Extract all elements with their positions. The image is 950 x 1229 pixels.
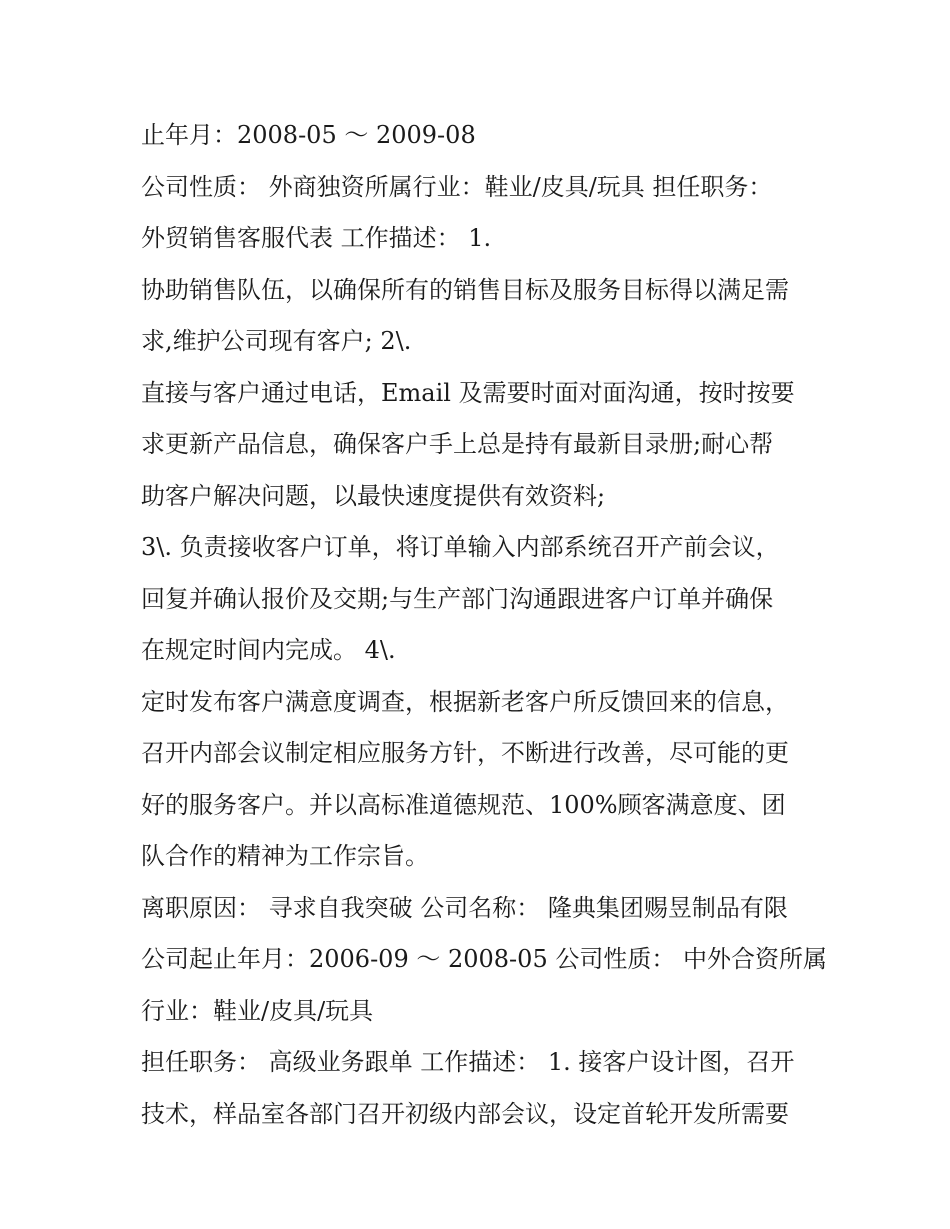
text-line: 3\. 负责接收客户订单，将订单输入内部系统召开产前会议， [141,533,780,561]
text-line: 公司起止年月：2006-09 ～ 2008-05 公司性质： 中外合资所属 [141,945,827,973]
resume-text-body [141,110,831,1140]
text-line: 离职原因： 寻求自我突破 公司名称： 隆典集团赐昱制品有限 [141,893,788,922]
text-line: 回复并确认报价及交期;与生产部门沟通跟进客户订单并确保 [141,584,774,613]
text-line: 协助销售队伍，以确保所有的销售目标及服务目标得以满足需 [141,275,789,304]
text-line: 召开内部会议制定相应服务方针，不断进行改善，尽可能的更 [141,739,789,767]
text-line: 好的服务客户。并以高标准道德规范、100%顾客满意度、团 [141,790,786,819]
text-line: 求更新产品信息，确保客户手上总是持有最新目录册;耐心帮 [141,430,774,458]
text-line: 行业：鞋业/皮具/玩具 [141,996,374,1025]
text-line: 求,维护公司现有客户; 2\. [141,327,412,355]
text-line: 担任职务： 高级业务跟单 工作描述： 1. 接客户设计图，召开 [141,1048,795,1076]
text-line: 直接与客户通过电话，Email 及需要时面对面沟通，按时按要 [141,378,795,407]
text-line: 队合作的精神为工作宗旨。 [141,842,429,870]
text-line: 技术，样品室各部门召开初级内部会议，设定首轮开发所需要 [141,1099,789,1128]
text-line: 定时发布客户满意度调查，根据新老客户所反馈回来的信息， [141,687,789,716]
text-line: 止年月：2008-05 ～ 2009-08 [141,121,476,149]
text-line: 在规定时间内完成。 4\. [141,636,396,664]
text-line: 外贸销售客服代表 工作描述： 1. [141,224,492,252]
text-line: 公司性质： 外商独资所属行业：鞋业/皮具/玩具 担任职务： [141,172,773,201]
text-line: 助客户解决问题，以最快速度提供有效资料; [141,481,606,510]
